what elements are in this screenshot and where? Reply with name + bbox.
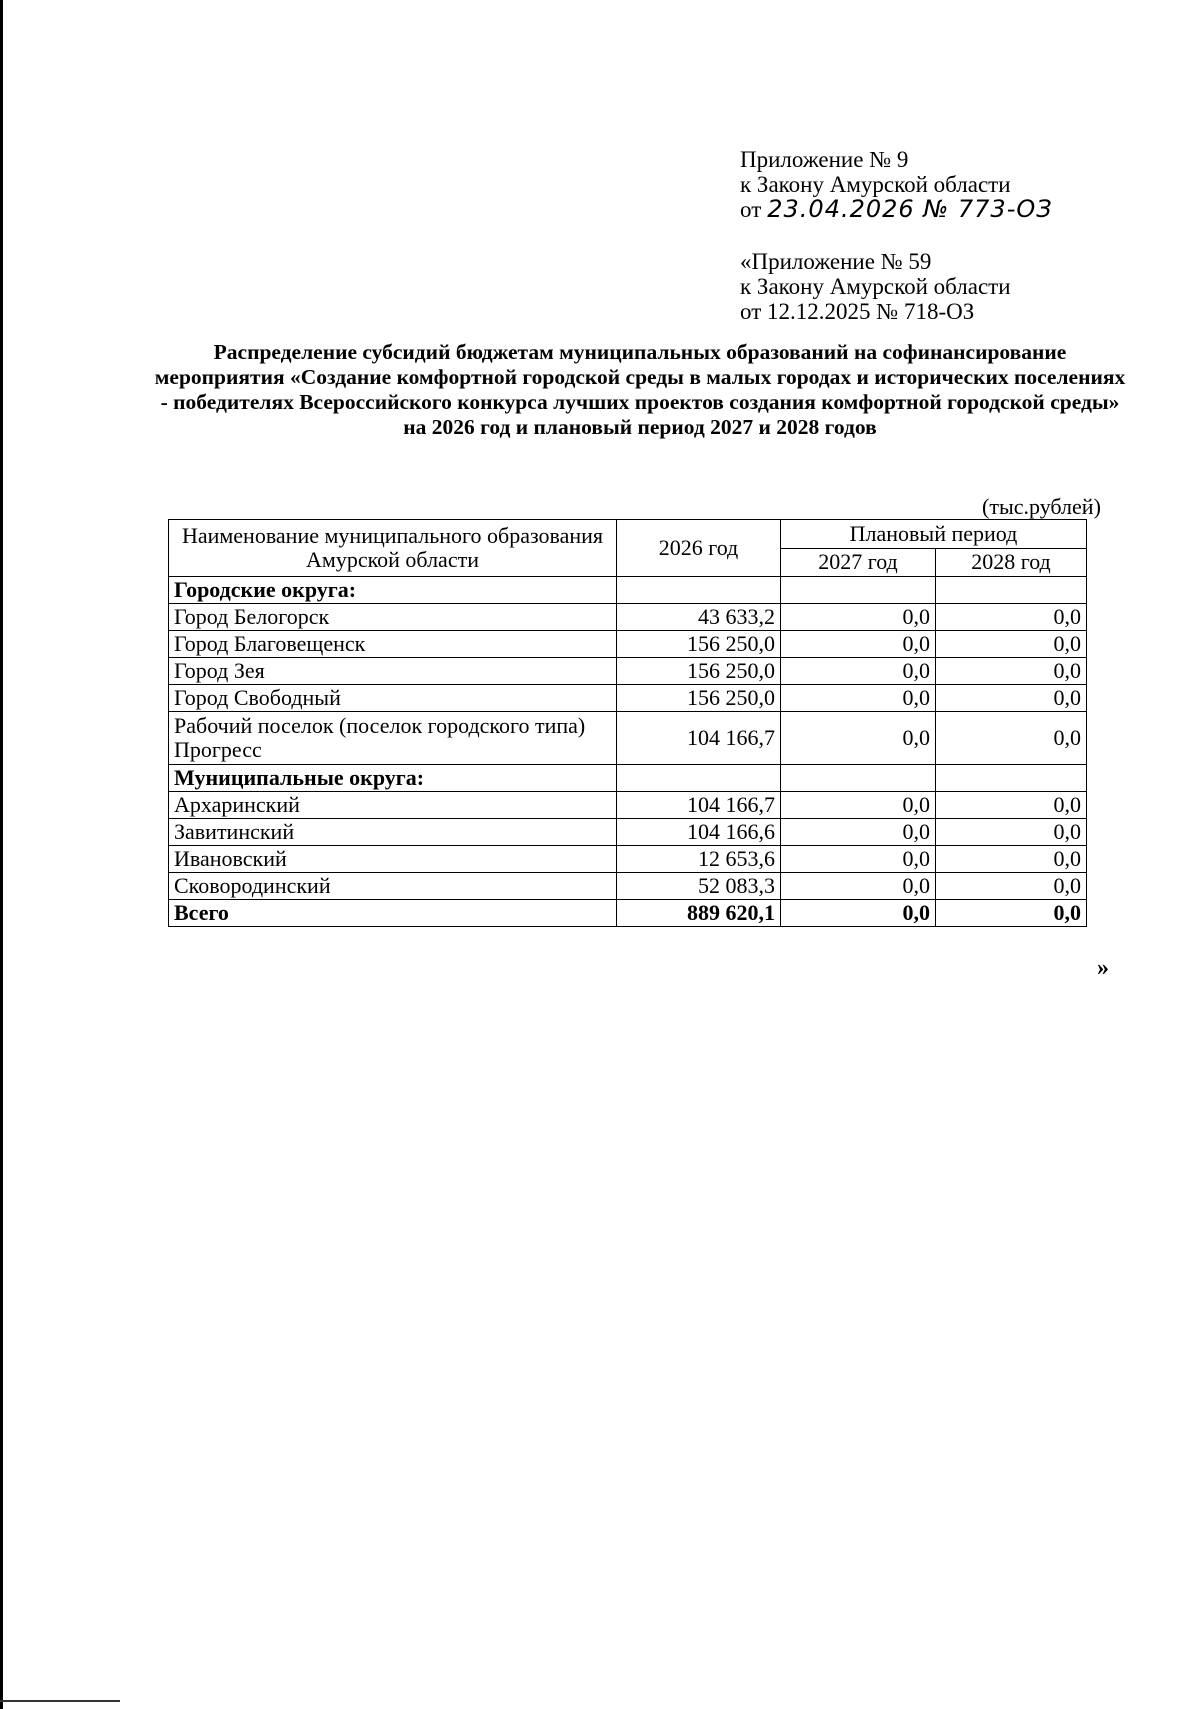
row-2026: 104 166,7 [617,712,781,765]
empty-cell [617,577,781,604]
row-name: Город Свободный [169,685,617,712]
total-2026: 889 620,1 [617,900,781,927]
row-2028: 0,0 [936,792,1087,819]
row-2027: 0,0 [781,631,936,658]
header-2026: 2026 год [617,520,781,577]
document-title: Распределение субсидий бюджетам муниципальных образований на софинансирование мероприятия «Создание комфортной городской среды в малых городах и исторических поселениях - победителях Всероссийского конкурса лучших проектов создания комфортной городской среды» на 2026 год и плановый период 2027 и 2028 годов [154,340,1126,439]
table-row [169,792,1087,819]
row-2027: 0,0 [781,846,936,873]
table-row [169,631,1087,658]
row-name: Завитинский [169,819,617,846]
scan-artifact-line [0,1700,120,1702]
row-2026: 52 083,3 [617,873,781,900]
appendix-prior-line3: от 12.12.2025 № 718-ОЗ [740,299,975,324]
row-2026: 43 633,2 [617,604,781,631]
row-2027: 0,0 [781,604,936,631]
empty-cell [617,765,781,792]
table-row [169,685,1087,712]
group-label: Муниципальные округа: [169,765,617,792]
row-name: Рабочий поселок (поселок городского типа) Прогресс [169,712,617,765]
closing-quote: » [1097,955,1109,981]
table-row [169,712,1087,765]
table-row [169,873,1087,900]
empty-cell [781,765,936,792]
total-2027: 0,0 [781,900,936,927]
row-name: Архаринский [169,792,617,819]
subsidy-table [168,519,1087,927]
header-2028: 2028 год [936,548,1087,577]
empty-cell [781,577,936,604]
row-2027: 0,0 [781,685,936,712]
units-label: (тыс.рублей) [982,494,1101,519]
total-row [169,900,1087,927]
table-row [169,846,1087,873]
appendix-prior-block [740,249,1011,324]
row-2028: 0,0 [936,712,1087,765]
row-2028: 0,0 [936,685,1087,712]
appendix-current-line1: Приложение № 9 [740,147,909,172]
group-row-municipal [169,765,1087,792]
empty-cell [936,765,1087,792]
row-2028: 0,0 [936,819,1087,846]
empty-cell [936,577,1087,604]
table-row [169,658,1087,685]
row-2028: 0,0 [936,846,1087,873]
header-name: Наименование муниципального образования Амурской области [169,520,617,577]
table-row [169,604,1087,631]
row-2026: 156 250,0 [617,685,781,712]
appendix-prior-line2: к Закону Амурской области [740,274,1011,299]
row-2028: 0,0 [936,631,1087,658]
appendix-current-prefix: от [740,197,762,222]
row-2026: 104 166,7 [617,792,781,819]
row-2026: 156 250,0 [617,658,781,685]
appendix-current-line3 [740,197,1053,222]
row-2028: 0,0 [936,604,1087,631]
row-2028: 0,0 [936,658,1087,685]
table-row [169,819,1087,846]
row-2026: 12 653,6 [617,846,781,873]
scan-edge-line [0,0,3,1709]
row-name: Город Зея [169,658,617,685]
row-2026: 156 250,0 [617,631,781,658]
total-label: Всего [169,900,617,927]
appendix-current-line2: к Закону Амурской области [740,172,1011,197]
row-2027: 0,0 [781,712,936,765]
header-planned-period: Плановый период [781,520,1087,549]
group-row-urban [169,577,1087,604]
row-2027: 0,0 [781,792,936,819]
row-2027: 0,0 [781,819,936,846]
header-row [169,520,1087,549]
row-name: Ивановский [169,846,617,873]
handwritten-date-number: 23.04.2026 № 773-ОЗ [767,195,1053,223]
row-2026: 104 166,6 [617,819,781,846]
header-2027: 2027 год [781,548,936,577]
row-name: Город Белогорск [169,604,617,631]
row-name: Город Благовещенск [169,631,617,658]
group-label: Городские округа: [169,577,617,604]
row-2028: 0,0 [936,873,1087,900]
row-2027: 0,0 [781,658,936,685]
appendix-prior-line1: «Приложение № 59 [740,249,932,274]
total-2028: 0,0 [936,900,1087,927]
appendix-current-block [740,147,1053,222]
row-2027: 0,0 [781,873,936,900]
row-name: Сковородинский [169,873,617,900]
